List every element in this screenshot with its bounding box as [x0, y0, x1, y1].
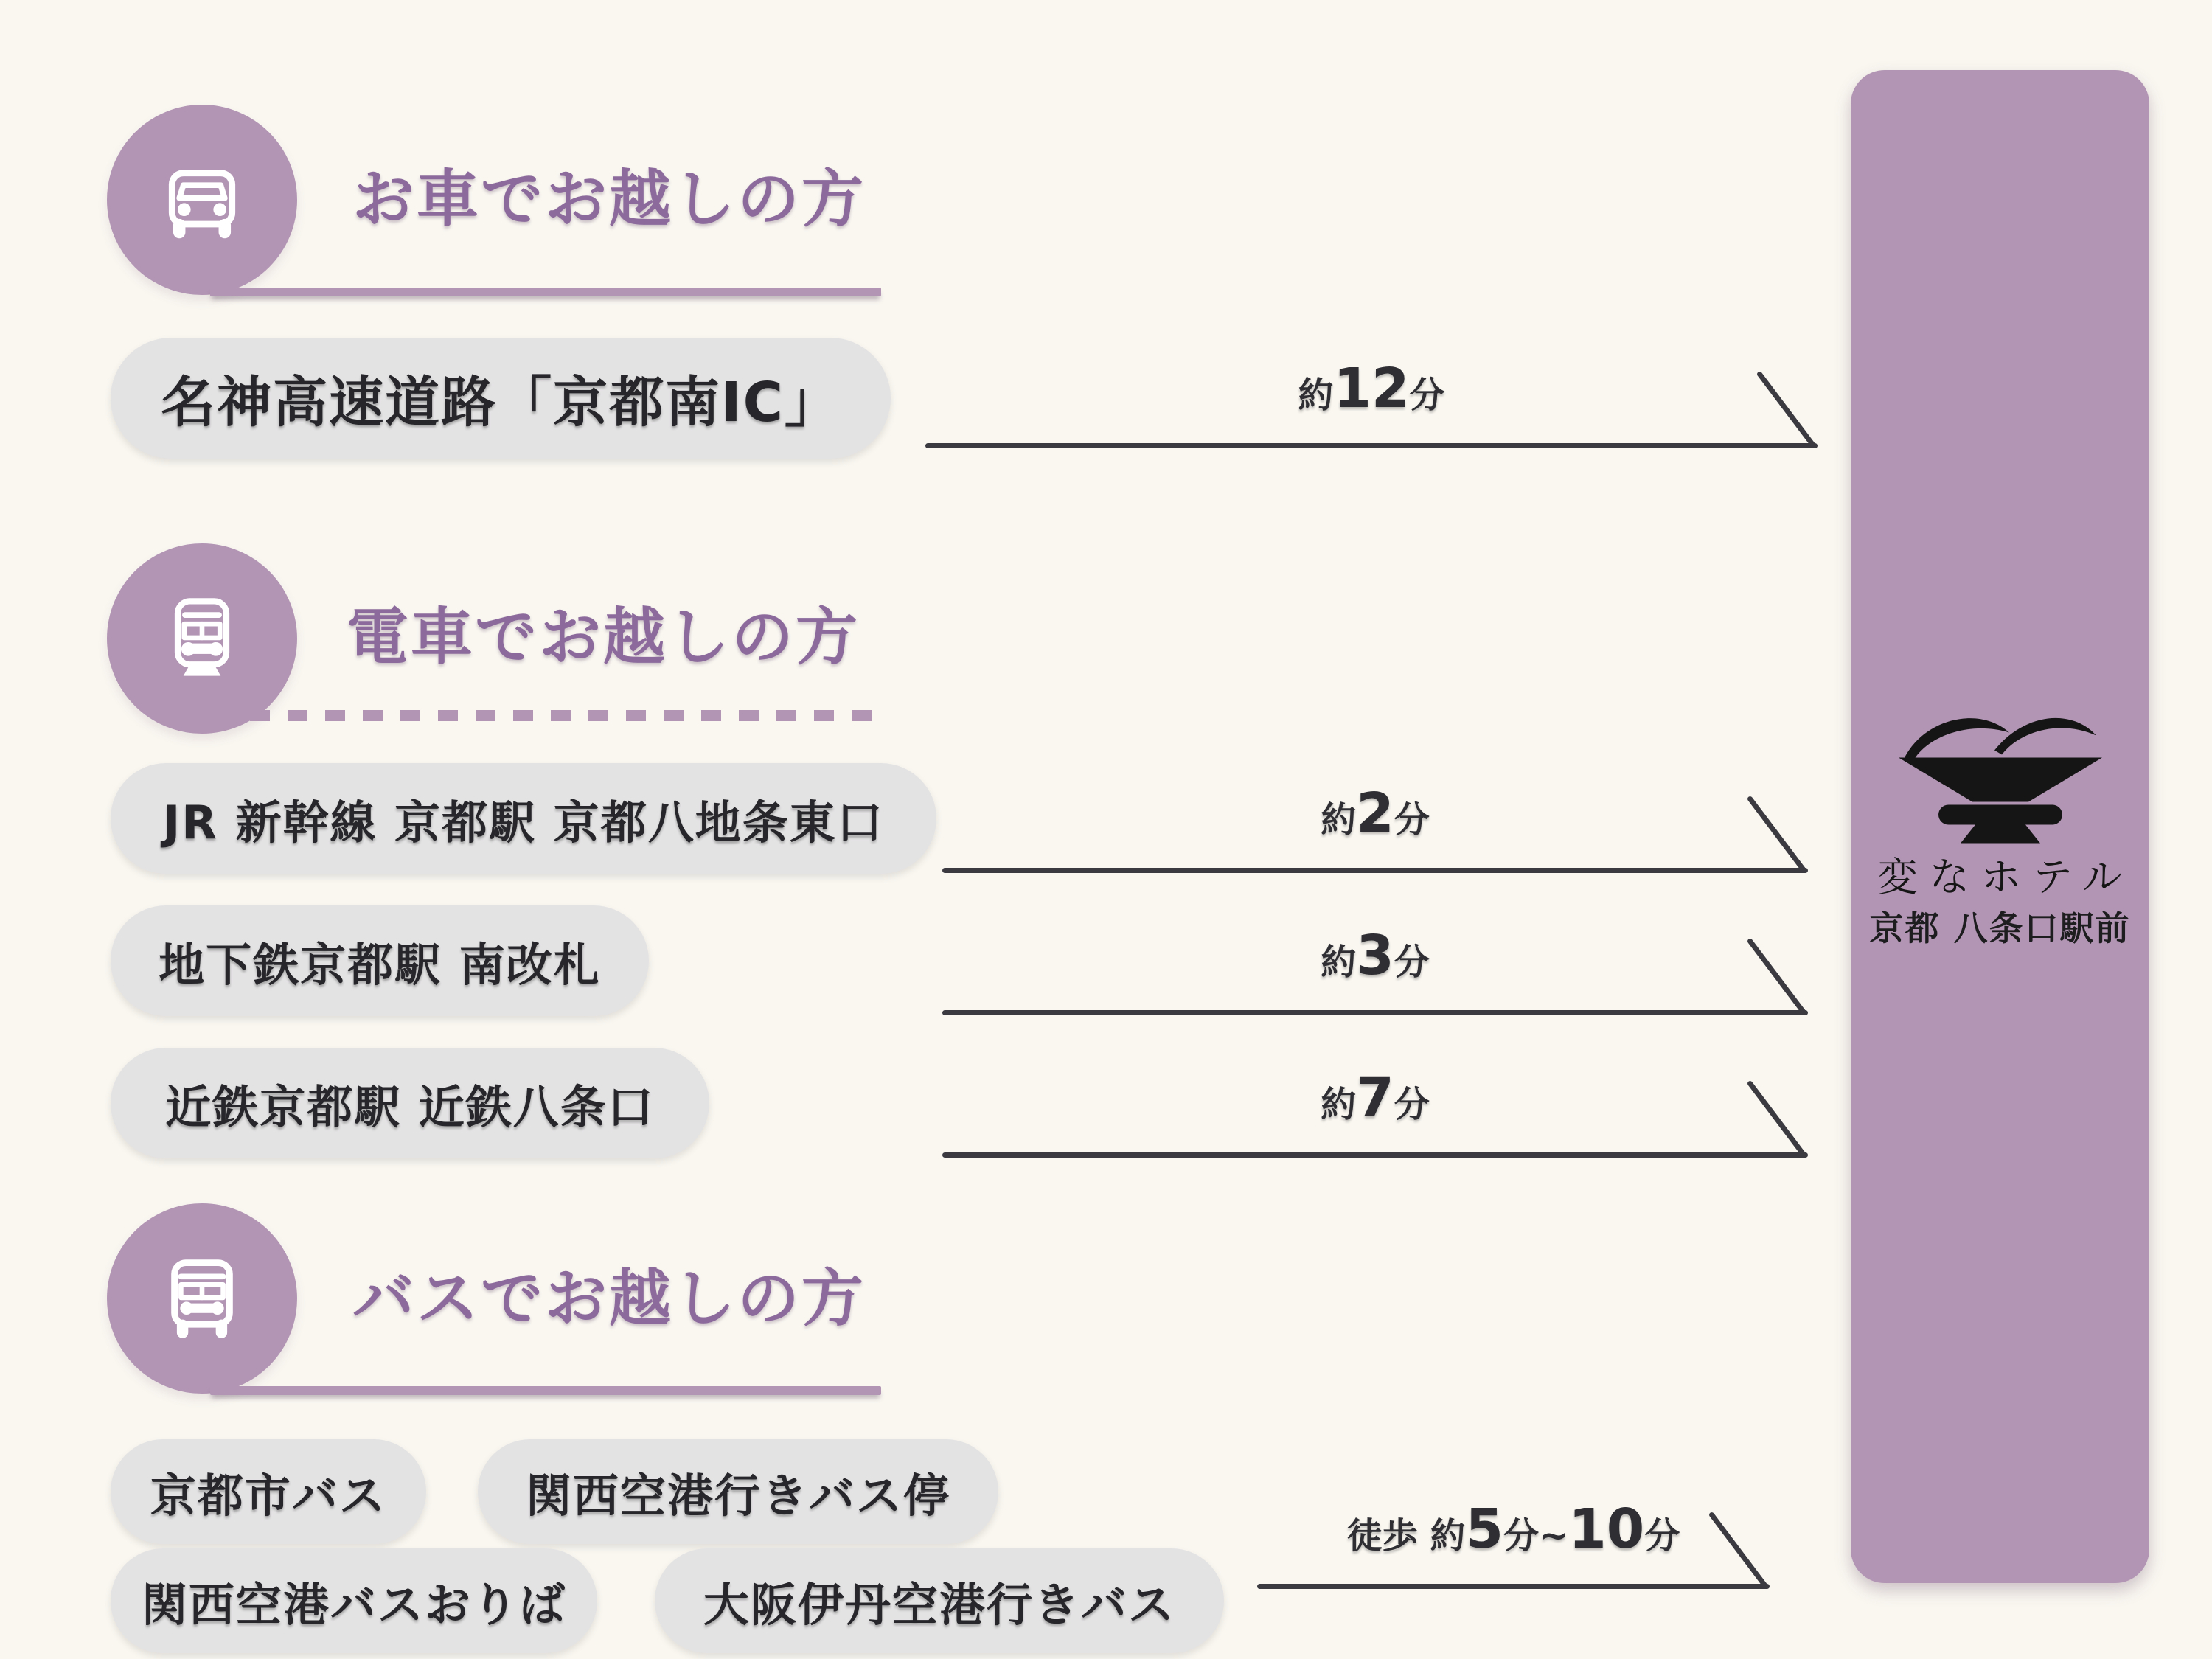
car-section-divider: [210, 288, 881, 296]
walk-route-time: 徒歩 約5分~10分: [1346, 1498, 1680, 1561]
train-route-jr-arrow: [942, 776, 1808, 879]
train-section-badge: [107, 543, 297, 734]
car-section-badge: [107, 105, 297, 295]
train-route-subway-time: 約3分: [1321, 924, 1430, 987]
train-section-divider: [212, 710, 881, 721]
car-route-time: 約12分: [1298, 357, 1445, 420]
bus-stop-kansai-alight: 関西空港バスおりば: [111, 1548, 597, 1653]
car-section-title: お車でお越しの方: [352, 163, 866, 235]
hotel-logo-mark: [1882, 710, 2118, 846]
train-route-kintetsu-time: 約7分: [1321, 1066, 1430, 1130]
bus-section-title: バスでお越しの方: [352, 1262, 866, 1335]
arrow-head: [1747, 1080, 1808, 1158]
train-route-kintetsu-arrow: [942, 1060, 1808, 1164]
bus-stop-itami-airport: 大阪伊丹空港行きバス: [655, 1548, 1224, 1653]
hotel-branch: 京都 八条口駅前: [1869, 908, 2131, 948]
bus-section-badge: [107, 1203, 297, 1394]
bus-stop-kansai-airport: 関西空港行きバス停: [478, 1439, 998, 1544]
train-icon: [153, 590, 251, 687]
arrow-line: [1257, 1584, 1770, 1589]
train-route-kintetsu: 近鉄京都駅 近鉄八条口: [111, 1048, 709, 1158]
train-route-subway-arrow: [942, 918, 1808, 1021]
arrow-line: [942, 868, 1808, 873]
arrow-head: [1756, 371, 1818, 449]
arrow-line: [942, 1010, 1808, 1015]
bus-stop-city-bus: 京都市バス: [111, 1439, 426, 1544]
arrow-head: [1747, 938, 1808, 1016]
car-icon: [153, 151, 251, 248]
bus-icon: [153, 1250, 251, 1347]
bus-section-divider: [210, 1386, 881, 1395]
arrow-head: [1708, 1512, 1770, 1590]
arrow-head: [1747, 796, 1808, 874]
train-route-jr-time: 約2分: [1321, 782, 1430, 845]
arrow-line: [942, 1152, 1808, 1158]
walk-route-arrow: [1257, 1492, 1770, 1595]
train-route-subway: 地下鉄京都駅 南改札: [111, 905, 649, 1016]
car-route-origin: 名神高速道路「京都南IC」: [111, 338, 891, 459]
train-route-jr: JR 新幹線 京都駅 京都八地条東口: [111, 763, 936, 874]
car-route-arrow: [925, 351, 1818, 454]
hotel-destination-panel: [1851, 70, 2149, 1583]
arrow-line: [925, 443, 1818, 448]
hotel-name: 変なホテル: [1877, 854, 2135, 900]
train-section-title: 電車でお越しの方: [347, 601, 860, 673]
